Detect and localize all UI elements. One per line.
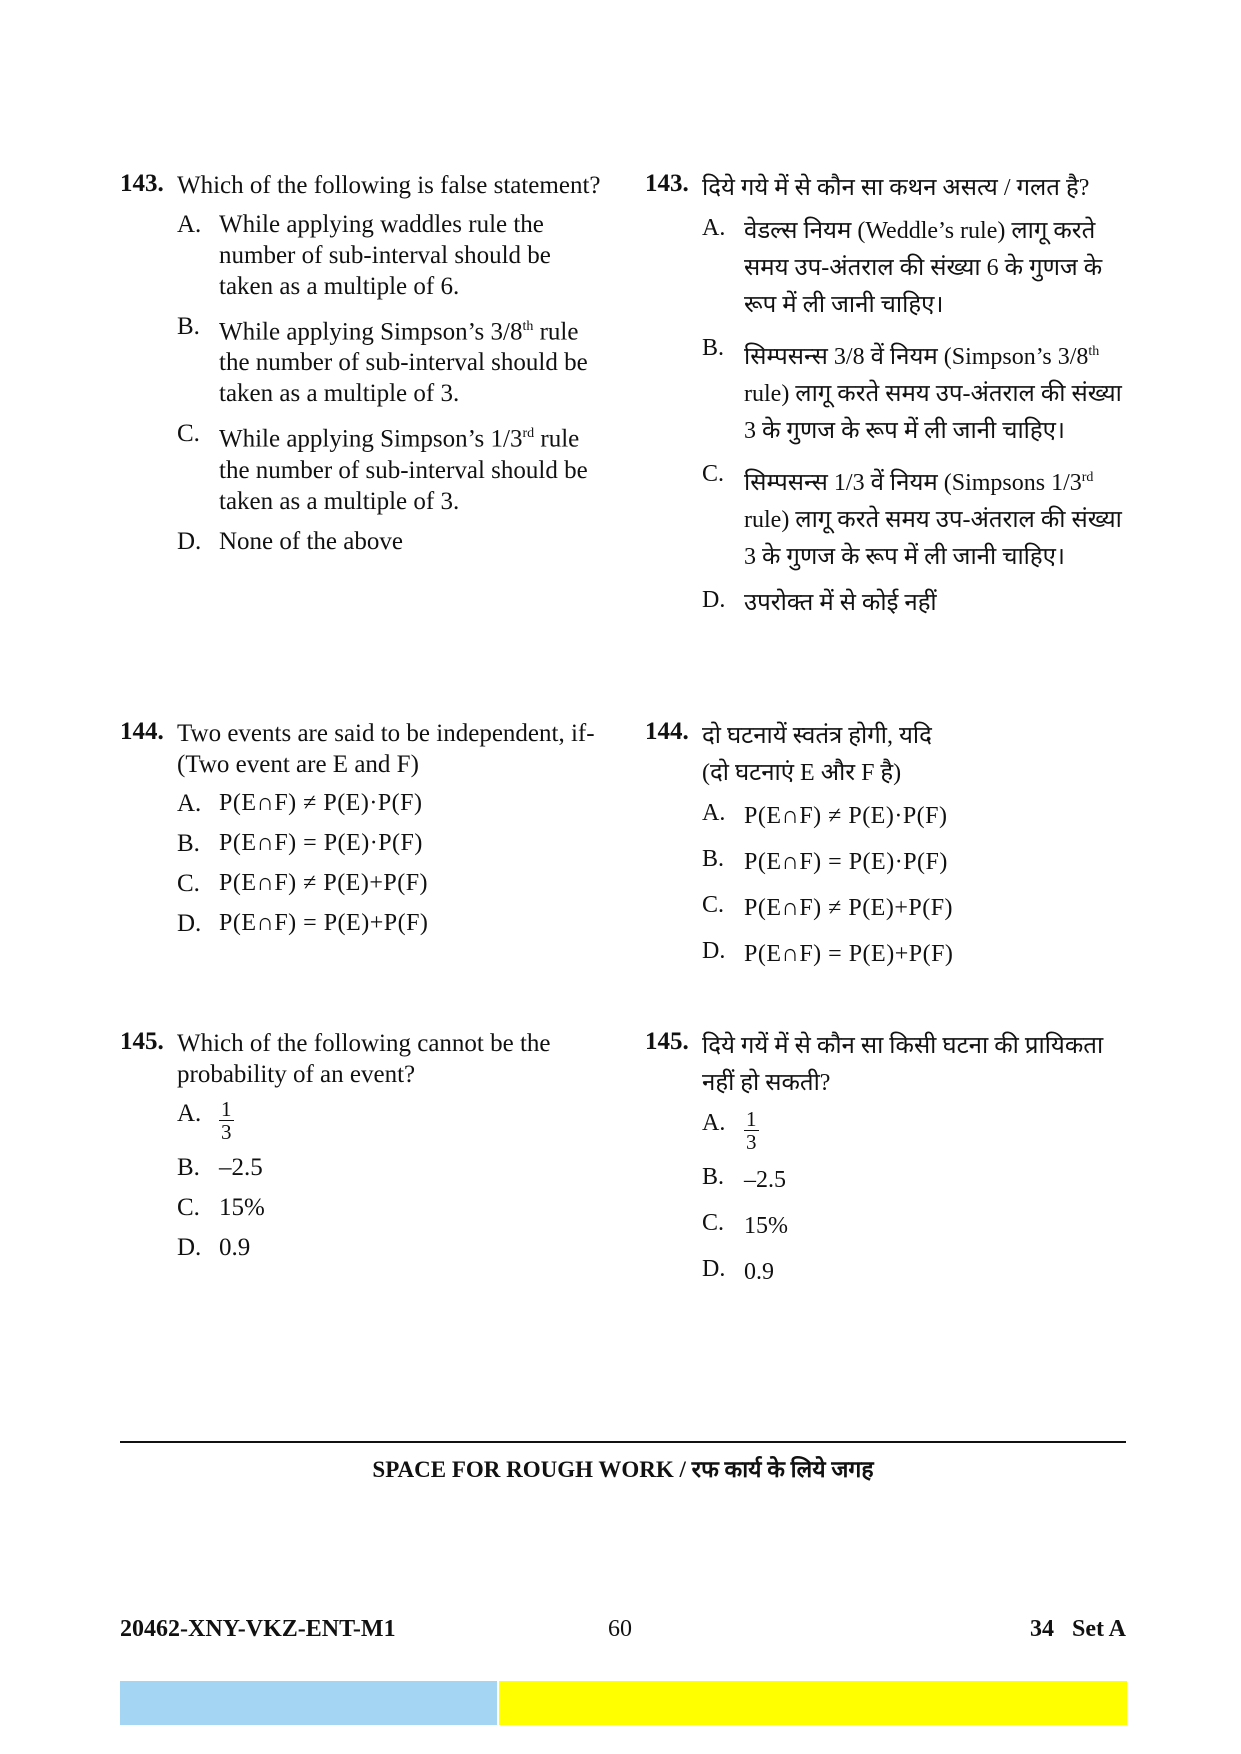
option-text: While applying Simpson’s 3/8th rule the number of sub-interval should be taken as a multiple of 3. xyxy=(219,318,588,408)
option-label: A. xyxy=(177,1100,202,1127)
option-text: 15% xyxy=(744,1213,788,1239)
option-label: D. xyxy=(177,1234,202,1261)
question-text: दिये गयें में से कौन सा किसी घटना की प्रायिकता नहीं हो सकती? xyxy=(702,1033,1104,1096)
option-formula: P(E∩F) ≠ P(E)+P(F) xyxy=(219,870,429,896)
option-c xyxy=(702,1208,1135,1245)
option-text: While applying waddles rule the number of sub-interval should be taken as a multiple of 6. xyxy=(219,211,551,300)
option-formula: P(E∩F) = P(E)·P(F) xyxy=(744,849,948,875)
question-143-en xyxy=(120,170,610,566)
question-number: 144. xyxy=(120,718,164,745)
question-number: 145. xyxy=(120,1028,164,1055)
option-label: D. xyxy=(702,938,726,964)
page-number: 60 xyxy=(608,1616,632,1642)
option-c xyxy=(177,868,610,899)
option-label: B. xyxy=(702,846,725,872)
option-label: D. xyxy=(702,587,726,613)
option-label: C. xyxy=(702,461,725,487)
option-d xyxy=(177,908,610,939)
question-text: दिये गये में से कौन सा कथन असत्य / गलत है? xyxy=(702,175,1090,201)
option-a xyxy=(177,1098,610,1143)
option-formula: P(E∩F) ≠ P(E)·P(F) xyxy=(744,803,948,829)
option-formula: P(E∩F) ≠ P(E)·P(F) xyxy=(219,790,423,816)
question-144-hi xyxy=(645,718,1135,982)
option-formula: P(E∩F) = P(E)·P(F) xyxy=(219,830,423,856)
footer-color-bar-yellow xyxy=(499,1681,1127,1725)
option-c xyxy=(177,418,610,516)
option-label: B. xyxy=(177,830,200,857)
option-text: 0.9 xyxy=(219,1234,251,1261)
question-145-en xyxy=(120,1028,610,1272)
set-label: 34 Set A xyxy=(1030,1616,1126,1642)
option-label: B. xyxy=(177,1154,200,1181)
question-number: 143. xyxy=(120,170,164,197)
option-formula: P(E∩F) = P(E)+P(F) xyxy=(744,941,954,967)
option-label: B. xyxy=(702,1164,725,1190)
option-a xyxy=(702,798,1135,835)
fraction: $\frac{1}{3}$ xyxy=(221,1097,232,1144)
option-d xyxy=(702,585,1135,622)
option-a xyxy=(702,213,1135,324)
option-c xyxy=(177,1192,610,1223)
option-label: C. xyxy=(702,892,725,918)
option-b xyxy=(177,828,610,859)
option-c xyxy=(702,890,1135,927)
question-number: 145. xyxy=(645,1028,689,1055)
option-b xyxy=(702,333,1135,450)
option-text: 15% xyxy=(219,1194,265,1221)
option-label: A. xyxy=(702,1110,726,1136)
option-label: D. xyxy=(177,910,202,937)
option-text: 0.9 xyxy=(744,1259,774,1285)
question-143-hi xyxy=(645,170,1135,631)
fraction: $\frac{1}{3}$ xyxy=(746,1107,757,1154)
option-label: A. xyxy=(702,215,726,241)
option-label: C. xyxy=(177,870,200,897)
option-formula: P(E∩F) ≠ P(E)+P(F) xyxy=(744,895,954,921)
option-d xyxy=(177,526,610,557)
option-a xyxy=(177,209,610,302)
option-d xyxy=(702,936,1135,973)
footer-color-bar-blue xyxy=(120,1681,497,1725)
option-text: –2.5 xyxy=(744,1167,786,1193)
option-label: D. xyxy=(177,527,202,555)
option-text: वेडल्स नियम (Weddle’s rule) लागू करते समय उप-अंतराल की संख्या 6 के गुणज के रूप में ली जानी चाहिए। xyxy=(744,218,1103,318)
option-label: C. xyxy=(177,1194,200,1221)
question-text: Which of the following cannot be the probability of an event? xyxy=(177,1030,551,1088)
option-d xyxy=(702,1254,1135,1291)
option-text: सिम्पसन्स 1/3 वें नियम (Simpsons 1/3rd rule) लागू करते समय उप-अंतराल की संख्या 3 के गुणज के रूप में ली जानी चाहिए। xyxy=(744,470,1122,570)
question-number: 143. xyxy=(645,170,689,197)
option-b xyxy=(702,844,1135,881)
option-b xyxy=(177,311,610,409)
option-a xyxy=(177,788,610,819)
option-label: B. xyxy=(702,335,725,361)
option-c xyxy=(702,459,1135,576)
option-d xyxy=(177,1232,610,1263)
paper-code: 20462-XNY-VKZ-ENT-M1 xyxy=(120,1616,396,1642)
option-label: B. xyxy=(177,313,200,340)
option-formula: P(E∩F) = P(E)+P(F) xyxy=(219,910,429,936)
rough-work-heading: SPACE FOR ROUGH WORK / रफ कार्य के लिये जगह xyxy=(372,1457,874,1482)
rough-work-divider xyxy=(120,1441,1126,1443)
question-number: 144. xyxy=(645,718,689,745)
option-text: While applying Simpson’s 1/3rd rule the number of sub-interval should be taken as a multiple of 3. xyxy=(219,425,588,515)
option-b xyxy=(177,1152,610,1183)
question-145-hi xyxy=(645,1028,1135,1300)
option-a xyxy=(702,1108,1135,1153)
question-144-en xyxy=(120,718,610,948)
question-text: दो घटनायें स्वतंत्र होगी, यदि (दो घटनाएं E और F है) xyxy=(702,723,932,786)
question-text: Which of the following is false statement? xyxy=(177,172,601,199)
option-text: None of the above xyxy=(219,527,403,555)
option-text: सिम्पसन्स 3/8 वें नियम (Simpson’s 3/8th rule) लागू करते समय उप-अंतराल की संख्या 3 के गुणज के रूप में ली जानी चाहिए। xyxy=(744,344,1122,444)
option-label: C. xyxy=(177,420,200,448)
option-label: A. xyxy=(702,800,726,826)
option-label: A. xyxy=(177,211,202,238)
option-label: A. xyxy=(177,790,202,817)
option-label: C. xyxy=(702,1210,725,1236)
option-label: D. xyxy=(702,1256,726,1282)
question-text: Two events are said to be independent, if- (Two event are E and F) xyxy=(177,720,595,778)
option-b xyxy=(702,1162,1135,1199)
option-text: उपरोक्त में से कोई नहीं xyxy=(744,590,937,616)
option-text: –2.5 xyxy=(219,1154,263,1181)
